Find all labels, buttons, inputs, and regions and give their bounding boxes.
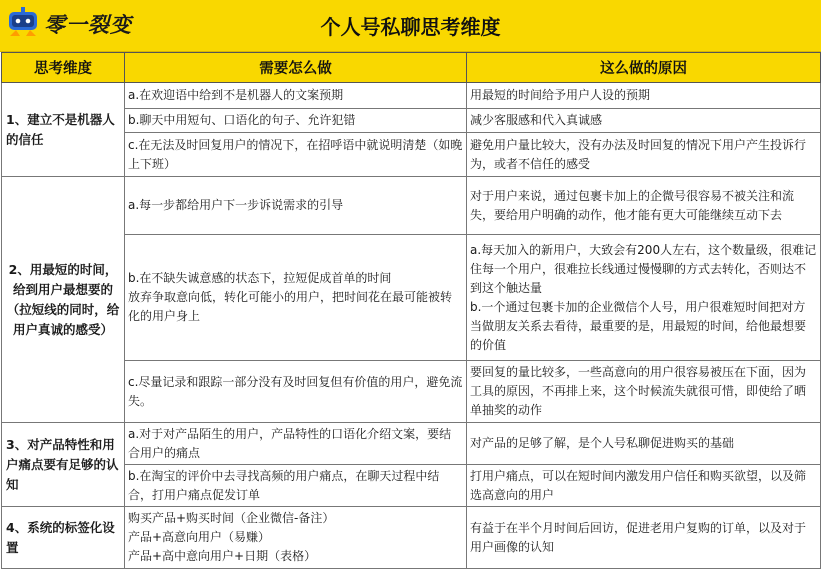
strategy-table — [1, 52, 821, 569]
table-row — [2, 465, 821, 507]
why-cell: 对产品的足够了解，是个人号私聊促进购买的基础 — [467, 423, 821, 465]
why-cell: a.每天加入的新用户，大致会有200人左右，这个数量级，很难记住每一个用户，很难拉长线通过慢慢聊的方式去转化，否则达不到这个触达量 b.一个通过包裹卡加的企业微信个人号，用户很难短时间把对方当做朋友关系去看待，最重要的是，用最短的时间，给他最想要的价值 — [467, 235, 821, 361]
how-cell: c.在无法及时回复用户的情况下，在招呼语中就说明清楚（如晚上下班） — [125, 133, 467, 177]
dimension-cell: 4、系统的标签化设置 — [2, 507, 125, 569]
why-cell: 用最短的时间给予用户人设的预期 — [467, 83, 821, 109]
table-row — [2, 507, 821, 569]
how-cell: b.在淘宝的评价中去寻找高频的用户痛点，在聊天过程中结合，打用户痛点促发订单 — [125, 465, 467, 507]
how-cell: b.聊天中用短句、口语化的句子、允许犯错 — [125, 109, 467, 133]
table-row — [2, 83, 821, 109]
how-cell: c.尽量记录和跟踪一部分没有及时回复但有价值的用户，避免流失。 — [125, 361, 467, 423]
why-cell: 要回复的量比较多，一些高意向的用户很容易被压在下面，因为工具的原因，不再排上来，这个时候流失就很可惜，即使给了晒单抽奖的动作 — [467, 361, 821, 423]
how-cell: b.在不缺失诚意感的状态下，拉短促成首单的时间 放弃争取意向低，转化可能小的用户，把时间花在最可能被转化的用户身上 — [125, 235, 467, 361]
why-cell: 减少客服感和代入真诚感 — [467, 109, 821, 133]
table-row — [2, 109, 821, 133]
column-header-how: 需要怎么做 — [125, 53, 467, 83]
dimension-cell: 1、建立不是机器人的信任 — [2, 83, 125, 177]
why-cell: 打用户痛点，可以在短时间内激发用户信任和购买欲望，以及筛选高意向的用户 — [467, 465, 821, 507]
table-row — [2, 133, 821, 177]
how-cell: 购买产品+购买时间（企业微信-备注） 产品+高意向用户（易赚） 产品+高中意向用户+日期（表格） — [125, 507, 467, 569]
brand-name: 零一裂变 — [44, 13, 132, 37]
table-header-row — [2, 53, 821, 83]
column-header-dimension: 思考维度 — [2, 53, 125, 83]
why-cell: 对于用户来说，通过包裹卡加上的企微号很容易不被关注和流失，要给用户明确的动作，他才能有更大可能继续互动下去 — [467, 177, 821, 235]
why-cell: 避免用户量比较大，没有办法及时回复的情况下用户产生投诉行为，或者不信任的感受 — [467, 133, 821, 177]
table-row — [2, 361, 821, 423]
dimension-cell: 2、用最短的时间，给到用户最想要的（拉短线的同时，给用户真诚的感受） — [2, 177, 125, 423]
page-title: 个人号私聊思考维度 — [320, 15, 501, 39]
dimension-cell: 3、对产品特性和用户痛点要有足够的认知 — [2, 423, 125, 507]
header-bar — [0, 0, 821, 52]
table-row — [2, 177, 821, 235]
how-cell: a.在欢迎语中给到不是机器人的文案预期 — [125, 83, 467, 109]
why-cell: 有益于在半个月时间后回访，促进老用户复购的订单，以及对于用户画像的认知 — [467, 507, 821, 569]
table-row — [2, 235, 821, 361]
column-header-why: 这么做的原因 — [467, 53, 821, 83]
how-cell: a.每一步都给用户下一步诉说需求的引导 — [125, 177, 467, 235]
how-cell: a.对于对产品陌生的用户，产品特性的口语化介绍文案，要结合用户的痛点 — [125, 423, 467, 465]
table-row — [2, 423, 821, 465]
